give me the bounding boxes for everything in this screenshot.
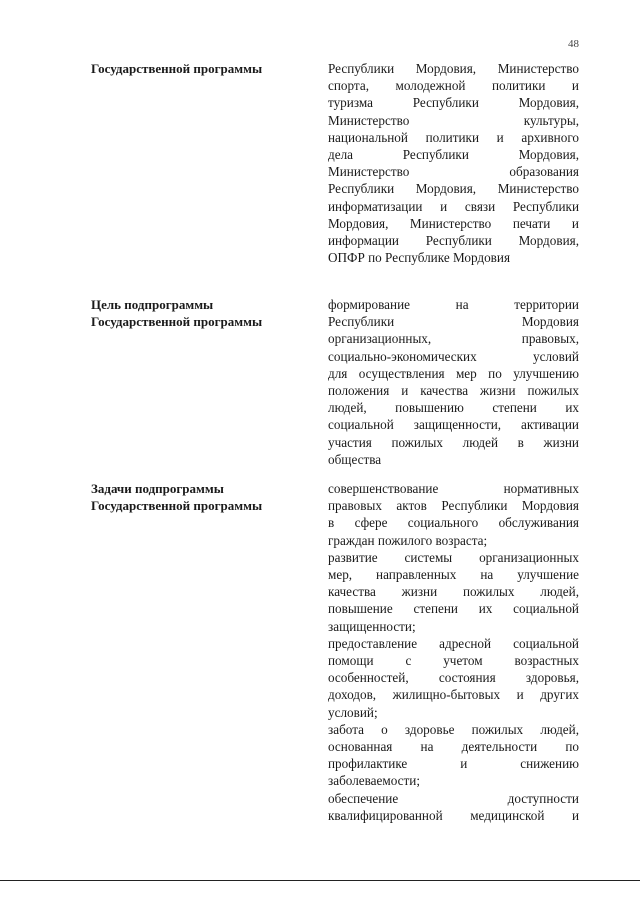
content-line: особенностей, состояния здоровья, (328, 670, 579, 686)
row-label-line: Задачи подпрограммы (91, 481, 224, 496)
content-line: туризма Республики Мордовия, (328, 95, 579, 111)
content-line: людей, повышению степени их (328, 400, 579, 416)
content-line: информации Республики Мордовия, (328, 233, 579, 249)
row-content (328, 60, 579, 266)
bottom-rule (0, 880, 640, 881)
row-label-line: Цель подпрограммы (91, 297, 214, 312)
content-line: развитие системы организационных (328, 549, 579, 565)
content-line: дела Республики Мордовия, (328, 147, 579, 163)
content-line: формирование на территории (328, 297, 579, 312)
content-line: правовых актов Республики Мордовия (328, 498, 579, 514)
content-line: Республики Мордовия, Министерство (328, 181, 579, 197)
content-line: спорта, молодежной политики и (328, 78, 579, 94)
content-line: социально-экономических условий (328, 348, 579, 364)
page-number: 48 (568, 38, 579, 50)
row-content (328, 296, 579, 468)
content-line: организационных, правовых, (328, 331, 579, 347)
content-line: квалифицированной медицинской и (328, 807, 579, 823)
content-line: помощи с учетом возрастных (328, 653, 579, 669)
content-line: Мордовия, Министерство печати и (328, 215, 579, 231)
content-line: Министерство образования (328, 164, 579, 180)
row-content (328, 480, 579, 824)
content-line: совершенствование нормативных (328, 481, 579, 496)
content-line: Республики Мордовия (328, 314, 579, 330)
row-label (91, 480, 306, 514)
row-label (91, 296, 306, 330)
content-line: профилактике и снижению (328, 756, 579, 772)
content-line: национальной политики и архивного (328, 129, 579, 145)
content-line: предоставление адресной социальной (328, 635, 579, 651)
content-line: для осуществления мер по улучшению (328, 365, 579, 381)
content-line: доходов, жилищно-бытовых и других (328, 687, 579, 703)
content-line: качества жизни пожилых людей, (328, 584, 579, 600)
content-line: ОПФР по Республике Мордовия (328, 250, 511, 266)
content-line: общества (328, 451, 382, 467)
content-line: мер, направленных на улучшение (328, 567, 579, 583)
content-line: защищенности; (328, 618, 416, 634)
content-line: Министерство культуры, (328, 112, 579, 128)
content-line: граждан пожилого возраста; (328, 532, 488, 548)
row-label-line: Государственной программы (91, 314, 263, 330)
content-line: основанная на деятельности по (328, 739, 579, 755)
content-line: условий; (328, 704, 378, 720)
content-line: обеспечение доступности (328, 790, 579, 806)
row-label (91, 60, 306, 77)
row-label-line: Государственной программы (91, 61, 263, 76)
content-line: информатизации и связи Республики (328, 198, 579, 214)
content-line: заболеваемости; (328, 773, 420, 789)
content-line: Республики Мордовия, Министерство (328, 61, 579, 76)
row-label-line: Государственной программы (91, 498, 263, 514)
content-line: забота о здоровье пожилых людей, (328, 721, 579, 737)
content-line: повышение степени их социальной (328, 601, 579, 617)
content-line: положения и качества жизни пожилых (328, 383, 579, 399)
content-line: в сфере социального обслуживания (328, 515, 579, 531)
content-line: участия пожилых людей в жизни (328, 434, 579, 450)
content-line: социальной защищенности, активации (328, 417, 579, 433)
